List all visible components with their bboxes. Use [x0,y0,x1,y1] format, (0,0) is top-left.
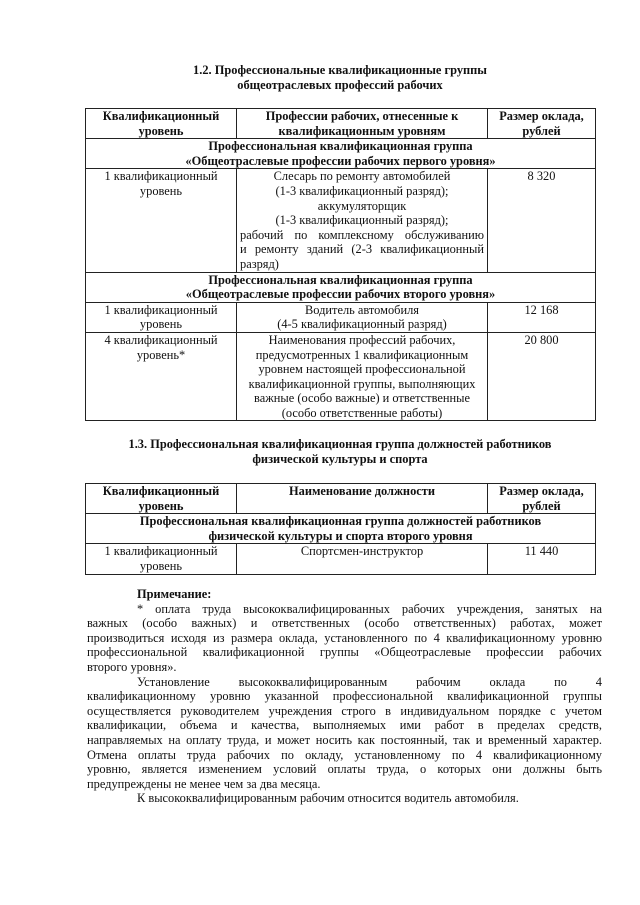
text-line: Квалификационный [102,484,220,498]
text-line: важные (особо важные) и ответственные [254,391,470,406]
level-cell [86,302,237,332]
group-row [86,272,596,302]
text-line: квалификационному уровню указанной профессиональной квалификационной группы [87,689,602,704]
text-line: Наименование должности [289,484,435,498]
text-line: рублей [522,123,561,138]
text-line: квалификационной группы, выполняющих [248,376,476,391]
sports-qualification-table [85,483,596,575]
text-line: рабочий по комплексному обслуживанию [240,227,484,242]
title-line: 1.2. Профессиональные квалификационные группы [193,63,487,77]
text-line: (1-3 квалификационный разряд); [275,213,449,228]
text-line: * оплата труда высококвалифицированных рабочих учреждения, занятых на [137,601,602,616]
text-line: Водитель автомобиля [305,302,419,317]
text-line: «Общеотраслевые профессии рабочих второго уровня» [185,287,496,302]
professions-cell [237,169,488,272]
text-line: предупреждены не менее чем за два месяца. [87,776,321,791]
text-line: уровень [138,123,184,138]
text-line: физической культуры и спорта второго уровня [208,528,473,543]
text-line: уровень* [136,347,186,362]
level-cell [86,169,237,272]
salary-cell: 8 320 [488,169,596,272]
title-line: 1.3. Профессиональная квалификационная группа должностей работников [128,437,552,451]
text-line: Профессиональная квалификационная группа [208,272,473,287]
table-row [86,302,596,332]
section-1-3-title [60,437,620,466]
note-paragraph-3: К высококвалифицированным рабочим относится водитель автомобиля. [137,791,519,806]
text-line: Профессиональная квалификационная группа должностей работников [139,514,542,529]
header-salary [488,109,596,139]
table-row [86,544,596,574]
text-line: «Общеотраслевые профессии рабочих первого уровня» [185,153,496,168]
salary-cell: 11 440 [488,544,596,574]
header-level [86,109,237,139]
header-professions [237,109,488,139]
group-title [86,514,596,544]
text-line: 1 квалификационный [104,302,218,317]
header-position [237,484,488,514]
text-line: производиться исходя из размера оклада, установленного по 4 квалификационному уровню [87,630,602,645]
group-title [86,272,596,302]
text-line: Профессии рабочих, отнесенные к [265,109,459,123]
table-row [86,169,596,272]
text-line: предусмотренных 1 квалификационным [255,347,469,362]
text-line: разряд) [240,256,279,271]
professions-cell [237,332,488,421]
text-line: уровень [139,317,183,332]
text-line: уровню, является изменением условий оплаты труда, о которых они должны быть [87,762,602,777]
note-section [87,587,602,806]
text-line: (1-3 квалификационный разряд); [275,183,449,198]
text-line: 4 квалификационный [104,332,218,347]
text-line: уровень [139,558,183,573]
text-line: Наименования профессий рабочих, [268,332,456,347]
header-salary [488,484,596,514]
text-line: рублей [522,498,561,513]
text-line: Размер оклада, [499,484,584,498]
text-line: второго уровня». [87,659,177,674]
workers-qualification-table [85,108,596,421]
text-line: Установление высококвалифицированным рабочим оклада по 4 [137,674,602,689]
note-paragraph-1 [87,602,602,675]
text-line: аккумуляторщик [317,198,407,213]
level-cell [86,332,237,421]
level-cell [86,544,237,574]
text-line: (особо ответственные работы) [281,405,443,420]
text-line: Профессиональная квалификационная группа [208,139,473,154]
table-row [86,332,596,421]
text-line: Слесарь по ремонту автомобилей [273,169,451,184]
text-line: квалификационным уровням [278,123,446,138]
text-line: профессиональной квалификационной группы «Общеотраслевые профессии рабочих [87,645,602,660]
text-line: уровнем настоящей профессиональной [258,362,466,377]
text-line: 1 квалификационный [104,544,218,559]
text-line: уровень [139,183,183,198]
note-heading: Примечание: [137,587,212,601]
text-line: и ремонту зданий (2-3 квалификационный [240,242,484,257]
text-line: важных (особо важных) и ответственных (особо ответственных) работах, может [87,616,602,631]
header-level [86,484,237,514]
group-row [86,139,596,169]
salary-cell: 12 168 [488,302,596,332]
professions-cell [237,302,488,332]
text-line: (4-5 квалификационный разряд) [277,317,447,332]
text-line: Квалификационный [102,109,220,123]
text-line: осуществляется руководителем учреждения строго в индивидуальном порядке с учетом [87,703,602,718]
text-line: направляемых на оплату труда, и может носить как постоянный, так и временный характер. [87,732,602,747]
salary-cell: 20 800 [488,332,596,421]
text-line: Отмена оплаты труда рабочих по окладу, установленному по 4 квалификационному [87,747,602,762]
group-title [86,139,596,169]
note-paragraph-2 [87,675,602,792]
table-header-row [86,484,596,514]
text-line: Размер оклада, [499,109,584,123]
table-header-row [86,109,596,139]
text-line: квалификации, объема и качества, выполняемых ими работ в пределах средств, [87,718,602,733]
title-line: общеотраслевых профессий рабочих [237,77,443,92]
group-row [86,514,596,544]
section-1-2-title [80,63,600,92]
title-line: физической культуры и спорта [252,451,428,466]
position-cell: Спортсмен-инструктор [237,544,488,574]
text-line: уровень [138,498,184,513]
text-line: 1 квалификационный [104,169,218,184]
